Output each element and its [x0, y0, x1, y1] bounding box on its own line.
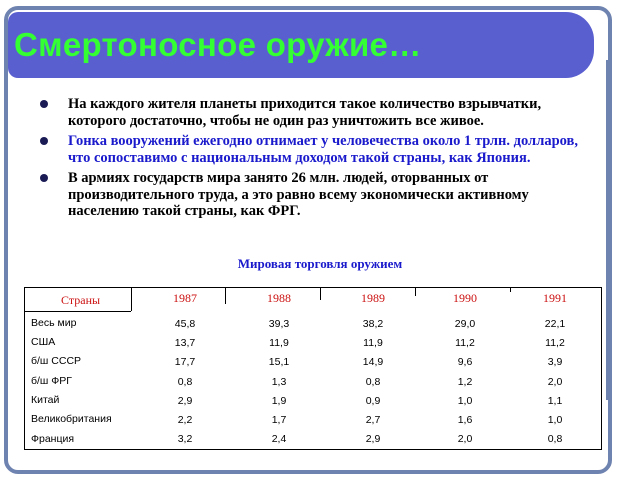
value-cell: 9,6: [457, 356, 473, 368]
value-cell: 1,0: [547, 414, 563, 426]
value-cell: 1,2: [457, 376, 473, 388]
table-caption: Мировая торговля оружием: [237, 256, 403, 271]
value-cell: 2,2: [177, 414, 193, 426]
value-cell: 38,2: [362, 318, 384, 330]
value-cell: 15,1: [268, 356, 290, 368]
country-label: Китай: [31, 394, 60, 406]
country-label: США: [31, 336, 56, 348]
value-cell: 45,8: [174, 318, 196, 330]
arms-trade-table: [24, 287, 602, 450]
bullet-icon: [40, 137, 48, 145]
year-header: 1987: [173, 291, 197, 305]
value-cell: 0,9: [365, 395, 381, 407]
value-cell: 0,8: [177, 376, 193, 388]
value-cell: 1,7: [271, 414, 287, 426]
bullet-icon: [40, 174, 48, 182]
value-cell: 3,2: [177, 433, 193, 445]
corner-header: Страны: [61, 293, 101, 307]
value-cell: 1,6: [457, 414, 473, 426]
year-header: 1990: [453, 291, 477, 305]
year-header: 1989: [361, 291, 385, 305]
value-cell: 2,0: [547, 376, 563, 388]
value-cell: 2,0: [457, 433, 473, 445]
value-cell: 2,4: [271, 433, 287, 445]
value-cell: 2,9: [365, 433, 381, 445]
column-divider: [225, 288, 226, 304]
value-cell: 3,9: [547, 356, 563, 368]
value-cell: 17,7: [174, 356, 196, 368]
value-cell: 29,0: [454, 318, 476, 330]
value-cell: 0,8: [547, 433, 563, 445]
bullet-text: Гонка вооружений ежегодно отнимает у человечества около 1 трлн. долларов, что сопоставимо с национальным доходом такой страны, как Япония.: [68, 133, 578, 166]
value-cell: 14,9: [362, 356, 384, 368]
bullet-text: В армиях государств мира занято 26 млн. людей, оторванных от производительного труда, а это равно всему экономически активному населению такой страны, как ФРГ.: [68, 170, 529, 219]
country-label: Великобритания: [31, 413, 112, 425]
country-label: Весь мир: [31, 317, 77, 329]
bullet-item: [40, 170, 590, 220]
bullet-icon: [40, 100, 48, 108]
bullet-list: [40, 96, 590, 224]
value-cell: 1,0: [457, 395, 473, 407]
bullet-item: [40, 96, 590, 129]
year-header: 1988: [267, 291, 291, 305]
column-divider: [131, 288, 132, 311]
value-cell: 11,2: [455, 337, 475, 349]
column-divider: [320, 288, 321, 300]
value-cell: 22,1: [544, 318, 566, 330]
header-divider: [25, 311, 131, 312]
slide-title: Смертоносное оружие…: [14, 26, 422, 63]
bullet-text: На каждого жителя планеты приходится такое количество взрывчатки, которого достаточно, чтобы не один раз уничтожить все живое.: [68, 96, 542, 129]
value-cell: 1,1: [547, 395, 563, 407]
country-label: б/ш ФРГ: [31, 375, 72, 387]
value-cell: 0,8: [365, 376, 381, 388]
column-divider: [510, 288, 511, 292]
year-header: 1991: [543, 291, 567, 305]
column-divider: [415, 288, 416, 296]
value-cell: 2,7: [365, 414, 381, 426]
bullet-item: [40, 133, 590, 166]
value-cell: 2,9: [177, 395, 193, 407]
value-cell: 1,9: [271, 395, 287, 407]
value-cell: 39,3: [268, 318, 290, 330]
value-cell: 11,2: [545, 337, 565, 349]
value-cell: 11,9: [269, 337, 289, 349]
value-cell: 1,3: [271, 376, 287, 388]
value-cell: 13,7: [174, 337, 196, 349]
value-cell: 11,9: [363, 337, 383, 349]
country-label: б/ш СССР: [31, 355, 82, 367]
country-label: Франция: [31, 433, 75, 445]
